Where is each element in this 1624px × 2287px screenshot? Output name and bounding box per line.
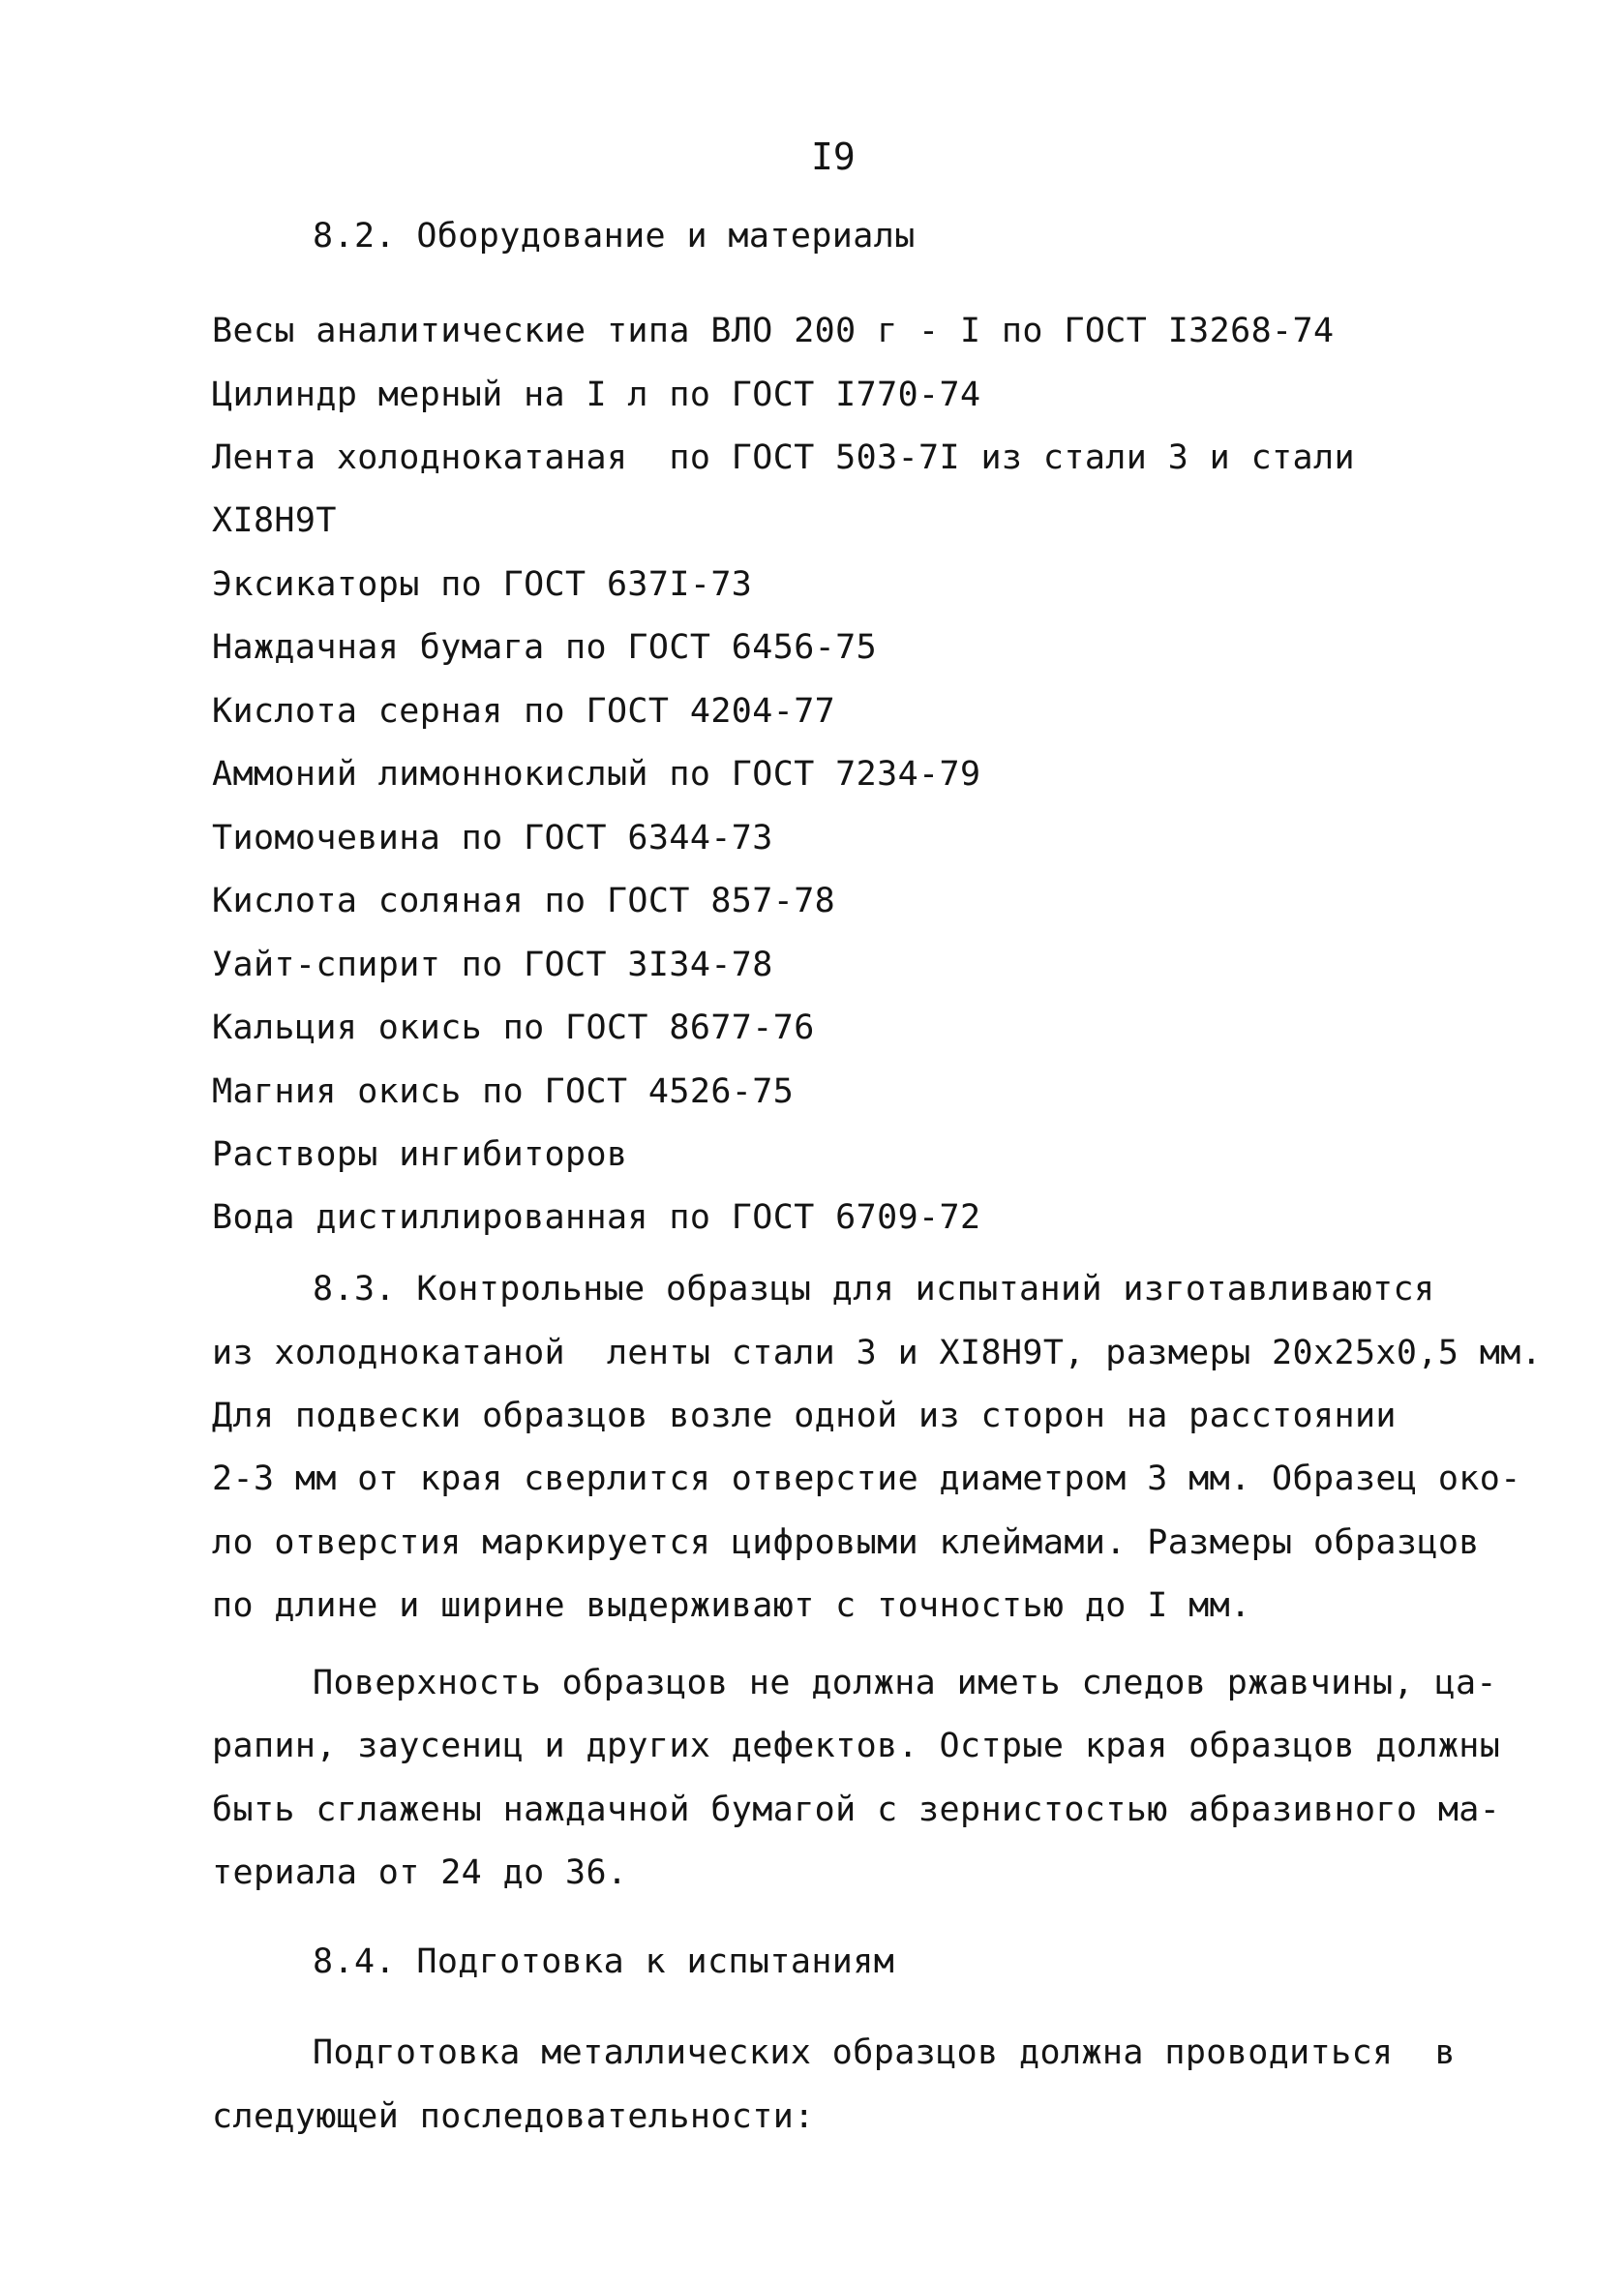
equipment-item: Аммоний лимоннокислый по ГОСТ 7234-79 xyxy=(212,755,981,794)
equipment-item: Тиомочевина по ГОСТ 6344-73 xyxy=(212,819,773,858)
equipment-item: Эксикаторы по ГОСТ 637I-73 xyxy=(212,565,753,604)
equipment-item: Магния окись по ГОСТ 4526-75 xyxy=(212,1072,795,1111)
page-number: I9 xyxy=(811,135,856,178)
section-heading-8-2: 8.2. Оборудование и материалы xyxy=(313,217,916,256)
paragraph-line: следующей последовательности: xyxy=(212,2097,815,2136)
paragraph-line: ло отверстия маркируется цифровыми клеймами. Размеры образцов xyxy=(212,1523,1480,1562)
equipment-item: XI8H9T xyxy=(212,501,337,540)
equipment-item: Кислота соляная по ГОСТ 857-78 xyxy=(212,882,836,920)
paragraph-line: териала от 24 до 36. xyxy=(212,1853,628,1892)
equipment-item: Лента холоднокатаная по ГОСТ 503-7I из стали 3 и стали xyxy=(212,438,1355,477)
equipment-item: Кальция окись по ГОСТ 8677-76 xyxy=(212,1008,815,1047)
paragraph-line: Поверхность образцов не должна иметь следов ржавчины, ца- xyxy=(313,1664,1497,1702)
paragraph-line: быть сглажены наждачной бумагой с зернистостью абразивного ма- xyxy=(212,1790,1501,1829)
equipment-item: Весы аналитические типа ВЛО 200 г - I по ГОСТ I3268-74 xyxy=(212,312,1335,350)
equipment-item: Наждачная бумага по ГОСТ 6456-75 xyxy=(212,628,878,667)
paragraph-line: по длине и ширине выдерживают с точностью до I мм. xyxy=(212,1586,1251,1625)
paragraph-line: рапин, заусениц и других дефектов. Острые края образцов должны xyxy=(212,1727,1501,1765)
equipment-item: Растворы ингибиторов xyxy=(212,1135,628,1174)
equipment-item: Кислота серная по ГОСТ 4204-77 xyxy=(212,692,836,731)
paragraph-line: 8.3. Контрольные образцы для испытаний изготавливаются xyxy=(313,1270,1435,1309)
equipment-item: Уайт-спирит по ГОСТ 3I34-78 xyxy=(212,946,773,984)
paragraph-line: Для подвески образцов возле одной из сторон на расстоянии xyxy=(212,1397,1397,1435)
equipment-item: Вода дистиллированная по ГОСТ 6709-72 xyxy=(212,1198,981,1237)
paragraph-line: Подготовка металлических образцов должна проводиться в xyxy=(313,2033,1456,2072)
paragraph-line: 2-3 мм от края сверлится отверстие диаметром 3 мм. Образец око- xyxy=(212,1459,1521,1498)
equipment-item: Цилиндр мерный на I л по ГОСТ I770-74 xyxy=(212,376,981,414)
section-heading-8-4: 8.4. Подготовка к испытаниям xyxy=(313,1942,895,1981)
paragraph-line: из холоднокатаной ленты стали 3 и XI8H9T, размеры 20x25x0,5 мм. xyxy=(212,1334,1543,1372)
